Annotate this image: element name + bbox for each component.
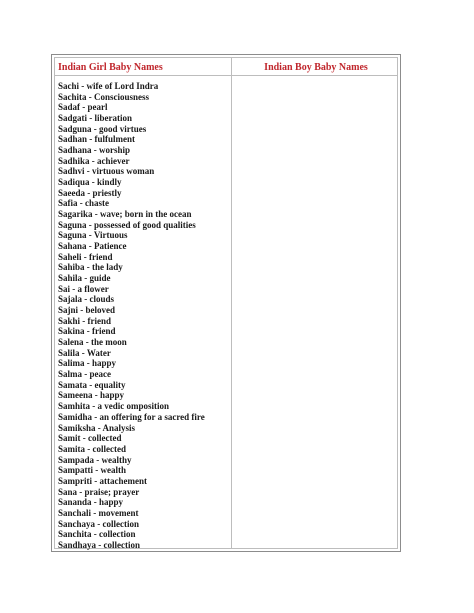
list-item: Sadhika - achiever (58, 155, 130, 166)
list-item: Saeeda - priestly (58, 187, 122, 198)
header-divider (55, 75, 397, 76)
list-item: Sadiqua - kindly (58, 177, 122, 188)
list-item: Samiksha - Analysis (58, 422, 136, 433)
list-item: Salma - peace (58, 369, 111, 380)
list-item: Samhita - a vedic omposition (58, 401, 170, 412)
list-item: Sanchaya - collection (58, 518, 139, 529)
list-item: Saguna - possessed of good qualities (58, 219, 196, 230)
list-item: Samita - collected (58, 443, 126, 454)
list-item: Sana - praise; prayer (58, 486, 140, 497)
list-item: Sakhi - friend (58, 315, 112, 326)
list-item: Salima - happy (58, 358, 117, 369)
list-item: Salila - Water (58, 347, 111, 358)
column-divider (231, 58, 232, 548)
list-item: Sagarika - wave; born in the ocean (58, 209, 192, 220)
list-item: Sai - a flower (58, 283, 109, 294)
list-item: Sahiba - the lady (58, 262, 123, 273)
list-item: Saguna - Virtuous (58, 230, 128, 241)
table-inner-border (54, 57, 398, 549)
list-item: Sahila - guide (58, 273, 111, 284)
names-table (51, 54, 401, 552)
list-item: Sameena - happy (58, 390, 125, 401)
list-item: Sadhana - worship (58, 145, 131, 156)
list-item: Sadaf - pearl (58, 102, 108, 113)
boy-names-header: Indian Boy Baby Names (264, 62, 368, 73)
list-item: Saheli - friend (58, 251, 113, 262)
list-item: Sajni - beloved (58, 305, 116, 316)
list-item: Sampada - wealthy (58, 454, 132, 465)
list-item: Sadhan - fulfulment (58, 134, 136, 145)
list-item: Sajala - clouds (58, 294, 115, 305)
girl-names-list (58, 81, 205, 551)
list-item: Safia - chaste (58, 198, 109, 209)
list-item: Sanchali - movement (58, 507, 139, 518)
list-item: Sachi - wife of Lord Indra (58, 81, 159, 91)
list-item: Salena - the moon (58, 337, 127, 348)
list-item: Sananda - happy (58, 497, 124, 508)
list-item: Sandhaya - collection (58, 539, 141, 550)
list-item: Samata - equality (58, 379, 126, 390)
list-item: Sahana - Patience (58, 241, 127, 252)
list-item: Sampriti - attachement (58, 475, 147, 486)
list-item: Samit - collected (58, 433, 122, 444)
girl-names-header: Indian Girl Baby Names (58, 62, 163, 73)
list-item: Sampatti - wealth (58, 465, 126, 476)
list-item: Sachita - Consciousness (58, 91, 150, 102)
list-item: Samidha - an offering for a sacred fire (58, 411, 205, 422)
list-item: Sakina - friend (58, 326, 116, 337)
list-item: Sanchita - collection (58, 529, 136, 540)
list-item: Sadguna - good virtues (58, 123, 147, 134)
list-item: Sadgati - liberation (58, 113, 133, 124)
list-item: Sadhvi - virtuous woman (58, 166, 155, 177)
